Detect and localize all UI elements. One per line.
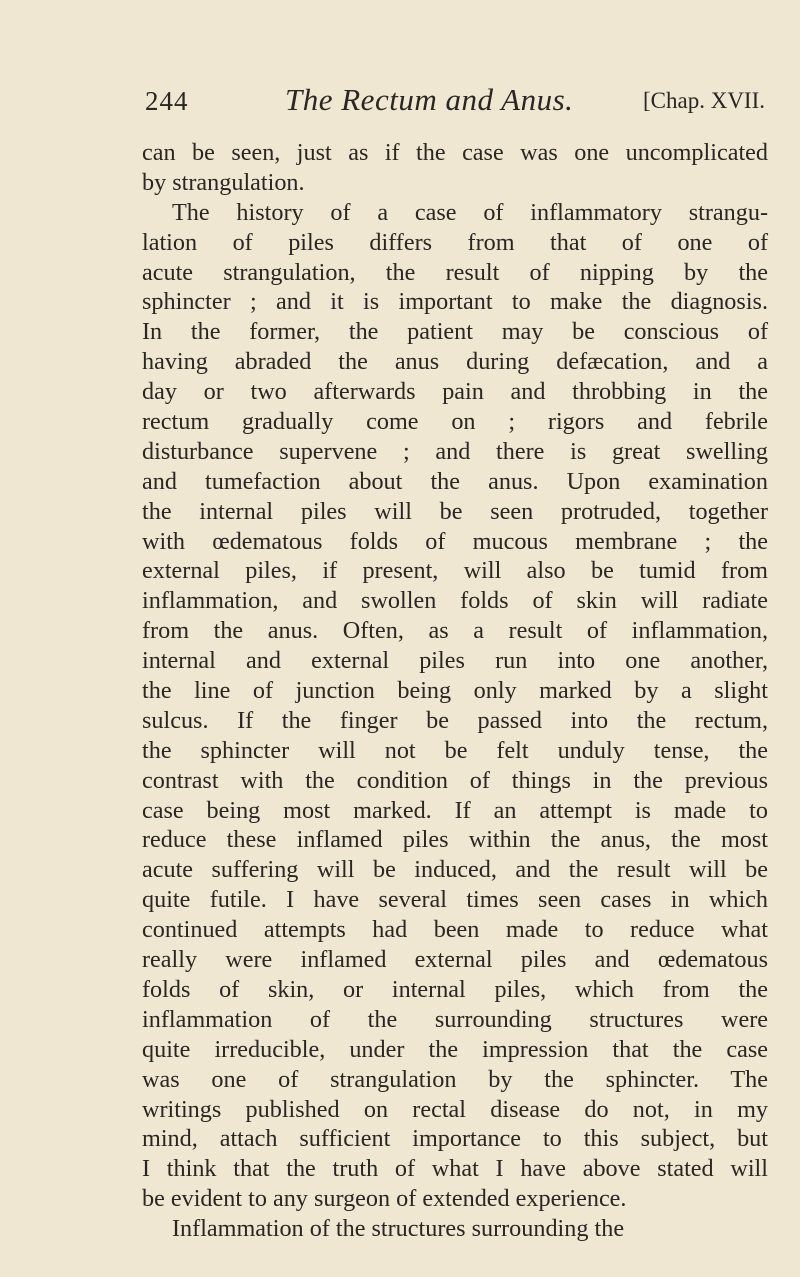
- text-line: Inflammation of the structures surrounding the: [172, 1215, 625, 1243]
- text-line: with œdematous folds of mucous membrane ; the: [142, 527, 768, 555]
- text-line: disturbance supervene ; and there is great swelling: [142, 437, 768, 465]
- running-head: [145, 82, 765, 122]
- text-line: The history of a case of inflammatory strangu-: [172, 198, 768, 226]
- text-line: quite futile. I have several times seen cases in which: [142, 886, 768, 914]
- text-line: continued attempts had been made to reduce what: [142, 916, 768, 944]
- text-line: and tumefaction about the anus. Upon examination: [142, 467, 768, 495]
- text-line: In the former, the patient may be conscious of: [142, 318, 768, 346]
- text-line: external piles, if present, will also be tumid from: [142, 557, 768, 585]
- text-line: having abraded the anus during defæcation, and a: [142, 348, 768, 376]
- text-line: reduce these inflamed piles within the anus, the most: [142, 826, 768, 854]
- text-line: by strangulation.: [142, 168, 305, 196]
- text-line: can be seen, just as if the case was one uncomplicated: [142, 139, 768, 166]
- text-line: acute suffering will be induced, and the result will be: [142, 856, 768, 884]
- text-line: contrast with the condition of things in the previous: [142, 766, 768, 794]
- text-line: inflammation, and swollen folds of skin will radiate: [142, 587, 768, 615]
- text-line: the sphincter will not be felt unduly tense, the: [142, 736, 768, 764]
- text-line: be evident to any surgeon of extended experience.: [142, 1185, 627, 1213]
- text-line: case being most marked. If an attempt is made to: [142, 796, 768, 824]
- text-line: was one of strangulation by the sphincter. The: [142, 1065, 768, 1093]
- text-line: sulcus. If the finger be passed into the rectum,: [142, 706, 768, 734]
- text-line: sphincter ; and it is important to make the diagnosis.: [142, 288, 768, 316]
- page-number: 244: [145, 86, 189, 116]
- text-line: rectum gradually come on ; rigors and febrile: [142, 408, 768, 436]
- running-title: The Rectum and Anus.: [285, 82, 574, 117]
- text-line: the internal piles will be seen protruded, together: [142, 497, 768, 525]
- text-line: lation of piles differs from that of one of: [142, 228, 768, 256]
- text-line: the line of junction being only marked by a slight: [142, 677, 768, 705]
- text-line: folds of skin, or internal piles, which from the: [142, 975, 768, 1003]
- text-line: from the anus. Often, as a result of inflammation,: [142, 617, 768, 645]
- body-text: [142, 138, 768, 1244]
- text-line: inflammation of the surrounding structures were: [142, 1005, 768, 1033]
- text-line: quite irreducible, under the impression that the case: [142, 1035, 768, 1063]
- text-line: day or two afterwards pain and throbbing in the: [142, 378, 768, 406]
- text-line: I think that the truth of what I have above stated will: [142, 1155, 768, 1183]
- chapter-mark: [Chap. XVII.: [643, 88, 765, 113]
- text-line: internal and external piles run into one another,: [142, 647, 768, 675]
- text-line: mind, attach sufficient importance to this subject, but: [142, 1125, 768, 1153]
- text-line: writings published on rectal disease do not, in my: [142, 1095, 768, 1123]
- text-line: really were inflamed external piles and œdematous: [142, 946, 768, 974]
- text-line: acute strangulation, the result of nipping by the: [142, 258, 768, 286]
